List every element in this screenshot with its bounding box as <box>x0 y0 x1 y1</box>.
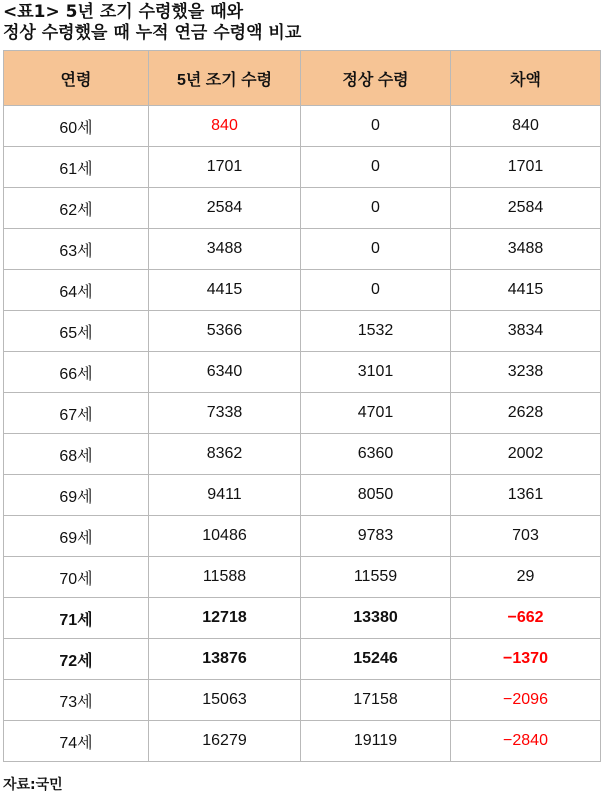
source-footnote: 자료:국민 <box>3 777 63 793</box>
cell-age: 62세 <box>4 188 149 229</box>
cell-age: 60세 <box>4 106 149 147</box>
cell-normal: 9783 <box>301 516 451 557</box>
cell-diff: 3488 <box>451 229 601 270</box>
table-row <box>4 557 601 598</box>
cell-age: 71세 <box>4 598 149 639</box>
table-row <box>4 352 601 393</box>
header-early: 5년 조기 수령 <box>149 51 301 106</box>
cell-early: 16279 <box>149 721 301 762</box>
cell-normal: 11559 <box>301 557 451 598</box>
cell-diff: 3238 <box>451 352 601 393</box>
cell-normal: 3101 <box>301 352 451 393</box>
cell-age: 64세 <box>4 270 149 311</box>
cell-early: 11588 <box>149 557 301 598</box>
cell-early: 10486 <box>149 516 301 557</box>
table-row <box>4 680 601 721</box>
pension-comparison-table <box>3 50 601 762</box>
cell-diff: 29 <box>451 557 601 598</box>
cell-early: 840 <box>149 106 301 147</box>
cell-age: 61세 <box>4 147 149 188</box>
cell-age: 63세 <box>4 229 149 270</box>
table-caption <box>3 2 603 44</box>
cell-age: 66세 <box>4 352 149 393</box>
header-diff: 차액 <box>451 51 601 106</box>
header-row <box>4 51 601 106</box>
cell-normal: 13380 <box>301 598 451 639</box>
cell-diff: −2840 <box>451 721 601 762</box>
cell-normal: 19119 <box>301 721 451 762</box>
cell-age: 68세 <box>4 434 149 475</box>
cell-normal: 6360 <box>301 434 451 475</box>
cell-diff: 1361 <box>451 475 601 516</box>
cell-normal: 0 <box>301 147 451 188</box>
table-row <box>4 598 601 639</box>
cell-diff: −1370 <box>451 639 601 680</box>
table-body <box>4 106 601 762</box>
caption-line-1: <표1> 5년 조기 수령했을 때와 <box>3 2 244 22</box>
cell-normal: 4701 <box>301 393 451 434</box>
cell-age: 65세 <box>4 311 149 352</box>
table-row <box>4 434 601 475</box>
cell-early: 6340 <box>149 352 301 393</box>
cell-diff: −662 <box>451 598 601 639</box>
cell-early: 8362 <box>149 434 301 475</box>
cell-age: 74세 <box>4 721 149 762</box>
cell-diff: 703 <box>451 516 601 557</box>
cell-age: 73세 <box>4 680 149 721</box>
cell-normal: 17158 <box>301 680 451 721</box>
cell-early: 12718 <box>149 598 301 639</box>
header-normal: 정상 수령 <box>301 51 451 106</box>
cell-early: 2584 <box>149 188 301 229</box>
cell-normal: 0 <box>301 229 451 270</box>
cell-diff: 840 <box>451 106 601 147</box>
table-row <box>4 311 601 352</box>
cell-age: 69세 <box>4 475 149 516</box>
cell-early: 3488 <box>149 229 301 270</box>
table-row <box>4 475 601 516</box>
cell-age: 69세 <box>4 516 149 557</box>
cell-diff: 2628 <box>451 393 601 434</box>
table-row <box>4 393 601 434</box>
cell-early: 4415 <box>149 270 301 311</box>
cell-early: 13876 <box>149 639 301 680</box>
cell-normal: 0 <box>301 106 451 147</box>
cell-normal: 8050 <box>301 475 451 516</box>
cell-diff: 2584 <box>451 188 601 229</box>
cell-normal: 1532 <box>301 311 451 352</box>
caption-line-2: 정상 수령했을 때 누적 연금 수령액 비교 <box>3 23 302 43</box>
table-row <box>4 147 601 188</box>
cell-normal: 15246 <box>301 639 451 680</box>
table-row <box>4 270 601 311</box>
cell-early: 9411 <box>149 475 301 516</box>
cell-diff: 1701 <box>451 147 601 188</box>
cell-age: 70세 <box>4 557 149 598</box>
header-age: 연령 <box>4 51 149 106</box>
cell-normal: 0 <box>301 270 451 311</box>
cell-early: 1701 <box>149 147 301 188</box>
cell-early: 7338 <box>149 393 301 434</box>
table-row <box>4 639 601 680</box>
cell-diff: 3834 <box>451 311 601 352</box>
cell-diff: −2096 <box>451 680 601 721</box>
cell-normal: 0 <box>301 188 451 229</box>
cell-age: 67세 <box>4 393 149 434</box>
cell-early: 15063 <box>149 680 301 721</box>
cell-age: 72세 <box>4 639 149 680</box>
cell-diff: 2002 <box>451 434 601 475</box>
table-row <box>4 106 601 147</box>
table-row <box>4 229 601 270</box>
table-row <box>4 721 601 762</box>
cell-early: 5366 <box>149 311 301 352</box>
table-row <box>4 516 601 557</box>
table-row <box>4 188 601 229</box>
cell-diff: 4415 <box>451 270 601 311</box>
